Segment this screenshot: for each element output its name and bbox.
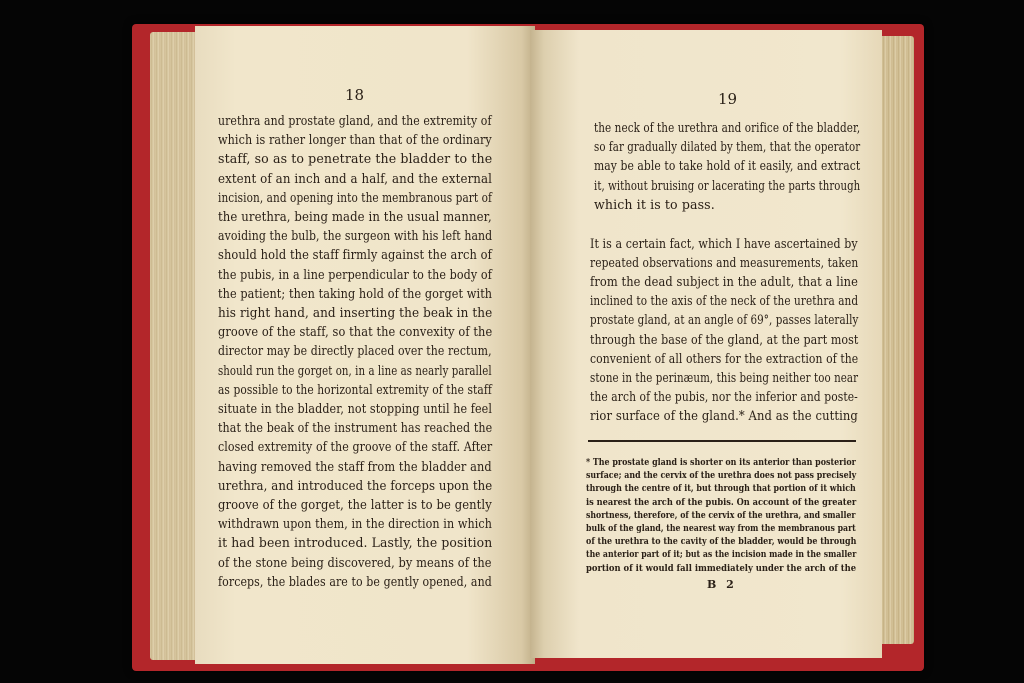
text-line: it had been introduced. Lastly, the position xyxy=(218,535,493,551)
text-line: director may be directly placed over the rectum, xyxy=(218,343,492,359)
text-line: of the urethra to the cavity of the bladder, would be through xyxy=(586,536,857,548)
text-line: should run the gorget on, in a line as nearly parallel xyxy=(218,362,492,378)
text-line: urethra and prostate gland, and the extremity of xyxy=(218,113,492,128)
text-line: situate in the bladder, not stopping until he feel xyxy=(218,401,493,416)
right-page-number: 19 xyxy=(718,90,738,108)
text-line: bulk of the gland, the nearest way from the membranous part xyxy=(586,523,856,534)
text-line: shortness, therefore, of the cervix of the urethra, and smaller xyxy=(586,509,856,521)
text-line: having removed the staff from the bladder and xyxy=(218,458,492,474)
text-line: his right hand, and inserting the beak in the xyxy=(218,305,493,320)
text-line: staff, so as to penetrate the bladder to the xyxy=(218,151,493,167)
text-line: of the stone being discovered, by means of the xyxy=(218,554,492,570)
text-line: urethra, and introduced the forceps upon the xyxy=(218,477,493,493)
footnote-rule xyxy=(588,440,856,442)
text-line: the anterior part of it; but as the incision made in the smaller xyxy=(586,549,857,561)
text-line: that the beak of the instrument has reached the xyxy=(218,420,493,436)
text-line: forceps, the blades are to be gently opened, and xyxy=(218,573,492,589)
text-line: from the dead subject in the adult, that a line xyxy=(590,274,859,290)
text-line: withdrawn upon them, in the direction in which xyxy=(218,516,492,532)
signature-mark: B 2 xyxy=(707,578,737,591)
text-line: through the centre of it, but through that portion of it which xyxy=(586,483,856,495)
text-line: which is rather longer than that of the ordinary xyxy=(218,132,492,148)
text-line: which it is to pass. xyxy=(594,196,715,212)
text-line: is nearest the arch of the pubis. On account of the greater xyxy=(586,496,857,508)
left-page-edges xyxy=(150,32,200,660)
text-line: convenient of all others for the extraction of the xyxy=(590,350,859,366)
text-line: the arch of the pubis, nor the inferior and poste- xyxy=(590,388,858,404)
text-line: It is a certain fact, which I have ascertained by xyxy=(590,236,858,251)
text-line: surface; and the cervix of the urethra does not pass precisely xyxy=(586,470,857,482)
text-line: prostate gland, at an angle of 69°, passes laterally xyxy=(590,312,859,328)
text-line: rior surface of the gland.* And as the cutting xyxy=(590,407,858,423)
text-line: stone in the perinæum, this being neither too near xyxy=(590,369,859,385)
text-line: closed extremity of the groove of the staff. After xyxy=(218,439,493,455)
text-line: the urethra, being made in the usual manner, xyxy=(218,209,492,224)
text-line: it, without bruising or lacerating the parts through xyxy=(594,177,861,193)
text-line: incision, and opening into the membranous part of xyxy=(218,189,492,205)
text-line: avoiding the bulb, the surgeon with his left hand xyxy=(218,228,493,244)
text-line: so far gradually dilated by them, that the operator xyxy=(594,139,861,155)
text-line: repeated observations and measurements, taken xyxy=(590,255,859,271)
text-line: portion of it would fall immediately under the arch of the xyxy=(586,562,857,574)
text-line: should hold the staff firmly against the arch of xyxy=(218,247,492,263)
text-line: the patient; then taking hold of the gorget with xyxy=(218,285,493,301)
text-line: groove of the gorget, the latter is to be gently xyxy=(218,497,492,512)
text-line: extent of an inch and a half, and the external xyxy=(218,170,493,186)
text-line: the neck of the urethra and orifice of the bladder, xyxy=(594,120,861,135)
text-line: groove of the staff, so that the convexity of the xyxy=(218,324,493,340)
text-line: may be able to take hold of it easily, and extract xyxy=(594,158,861,174)
text-line: the pubis, in a line perpendicular to the body of xyxy=(218,266,492,282)
text-line: as possible to the horizontal extremity of the staff xyxy=(218,381,492,397)
text-line: * The prostate gland is shorter on its anterior than posterior xyxy=(586,457,856,468)
text-line: through the base of the gland, at the part most xyxy=(590,331,859,347)
left-page-number: 18 xyxy=(345,86,365,104)
text-line: inclined to the axis of the neck of the urethra and xyxy=(590,293,859,309)
